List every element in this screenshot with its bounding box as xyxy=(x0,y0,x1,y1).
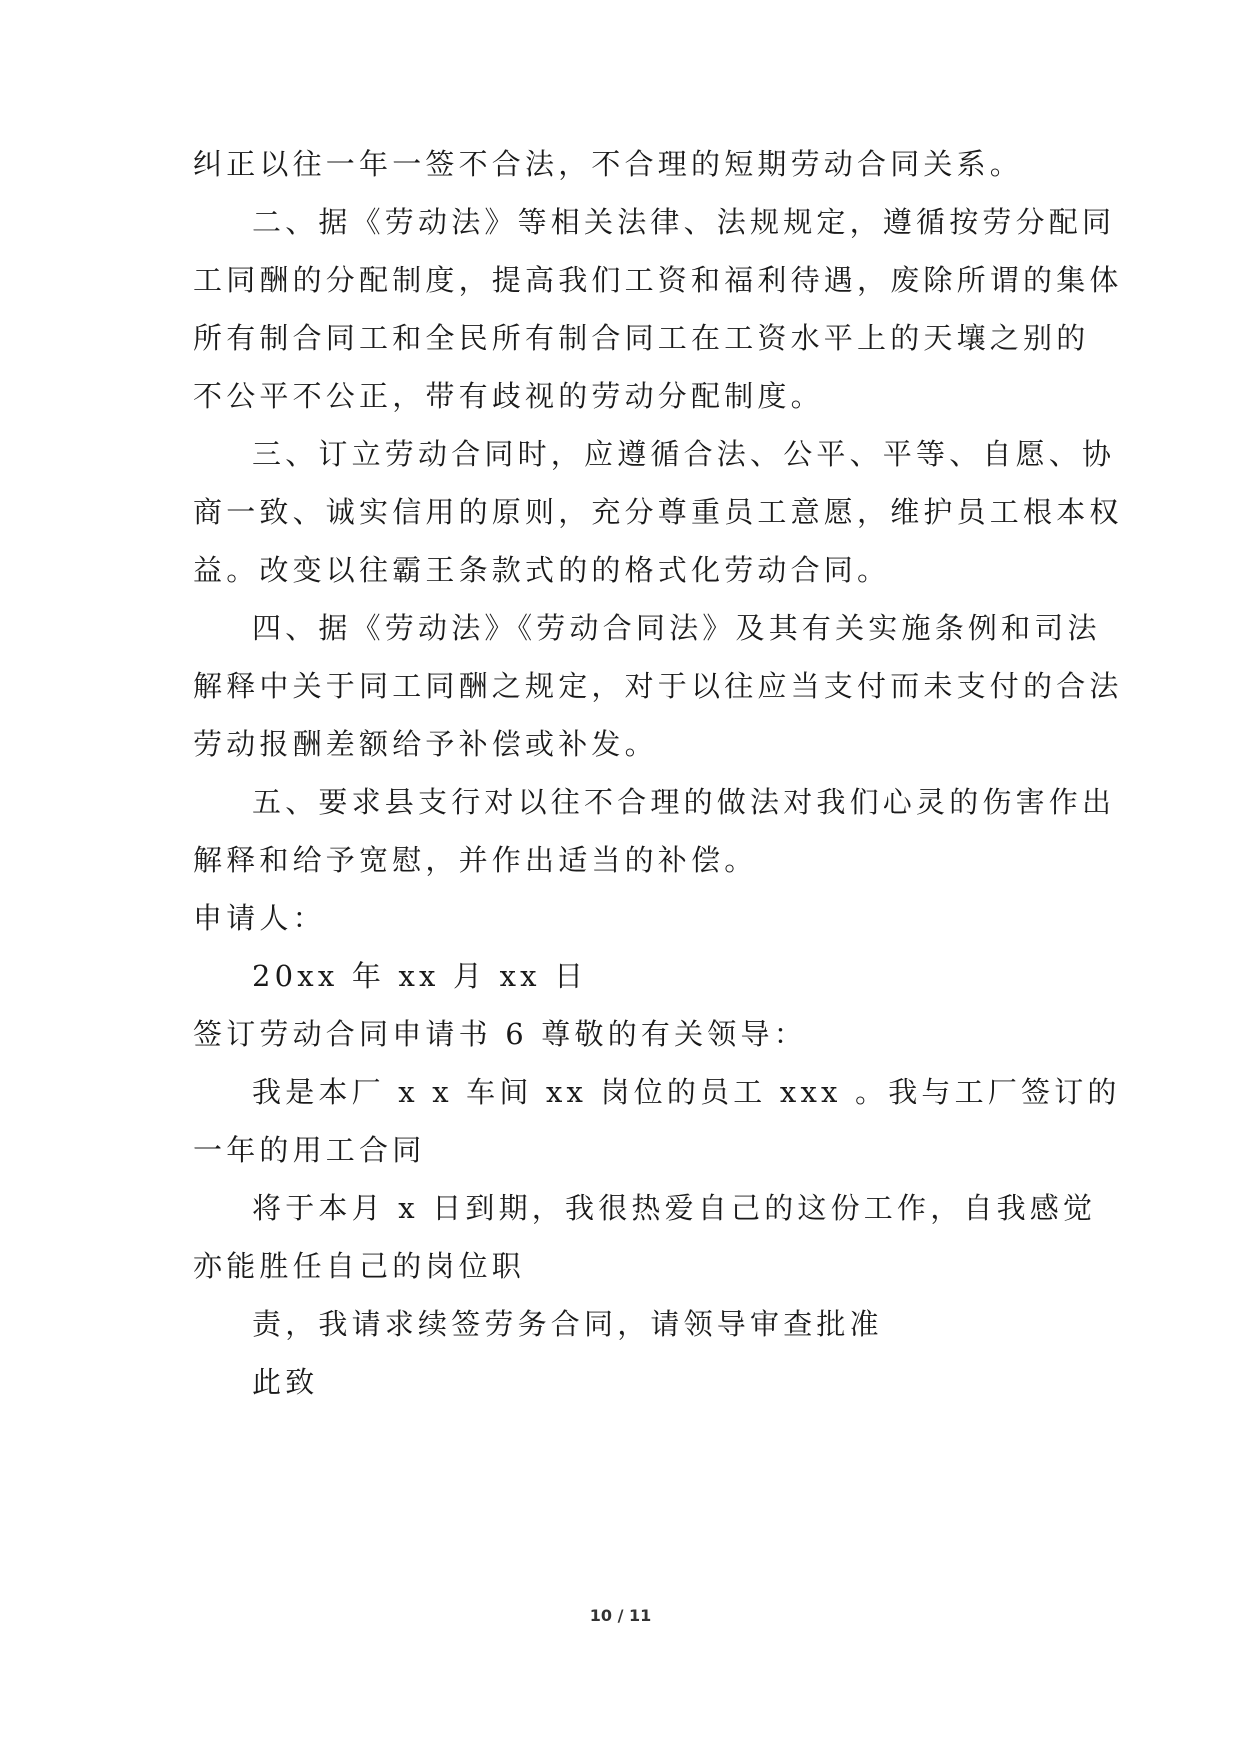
text-line: 解释和给予宽慰，并作出适当的补偿。 xyxy=(193,843,758,877)
text-line: 责，我请求续签劳务合同，请领导审查批准 xyxy=(252,1307,883,1341)
text-line: 四、据《劳动法》《劳动合同法》及其有关实施条例和司法 xyxy=(252,611,1101,645)
text-line: 劳动报酬差额给予补偿或补发。 xyxy=(193,727,658,761)
text-line: 亦能胜任自己的岗位职 xyxy=(193,1249,526,1283)
text-line: 一年的用工合同 xyxy=(193,1133,426,1167)
text-line: 五、要求县支行对以往不合理的做法对我们心灵的伤害作出 xyxy=(252,785,1116,819)
text-line: 我是本厂 x x 车间 xx 岗位的员工 xxx 。我与工厂签订的 xyxy=(252,1075,1121,1109)
text-line: 二、据《劳动法》等相关法律、法规规定，遵循按劳分配同 xyxy=(252,205,1116,239)
text-line: 解释中关于同工同酬之规定，对于以往应当支付而未支付的合法 xyxy=(193,669,1123,703)
text-line: 纠正以往一年一签不合法，不合理的短期劳动合同关系。 xyxy=(193,147,1024,181)
page-number: 10 / 11 xyxy=(589,1606,652,1625)
applicant-label: 申请人： xyxy=(193,901,326,935)
closing-line: 此致 xyxy=(252,1365,319,1399)
text-line: 签订劳动合同申请书 6 尊敬的有关领导： xyxy=(193,1017,807,1051)
text-line: 将于本月 x 日到期，我很热爱自己的这份工作，自我感觉 xyxy=(252,1191,1097,1225)
date-line: 20xx 年 xx 月 xx 日 xyxy=(252,959,588,993)
text-line: 商一致、诚实信用的原则，充分尊重员工意愿，维护员工根本权 xyxy=(193,495,1123,529)
text-line: 不公平不公正，带有歧视的劳动分配制度。 xyxy=(193,379,824,413)
text-line: 三、订立劳动合同时，应遵循合法、公平、平等、自愿、协 xyxy=(252,437,1116,471)
text-line: 所有制合同工和全民所有制合同工在工资水平上的天壤之别的 xyxy=(193,321,1090,355)
text-line: 工同酬的分配制度，提高我们工资和福利待遇，废除所谓的集体 xyxy=(193,263,1123,297)
text-line: 益。改变以往霸王条款式的的格式化劳动合同。 xyxy=(193,553,891,587)
